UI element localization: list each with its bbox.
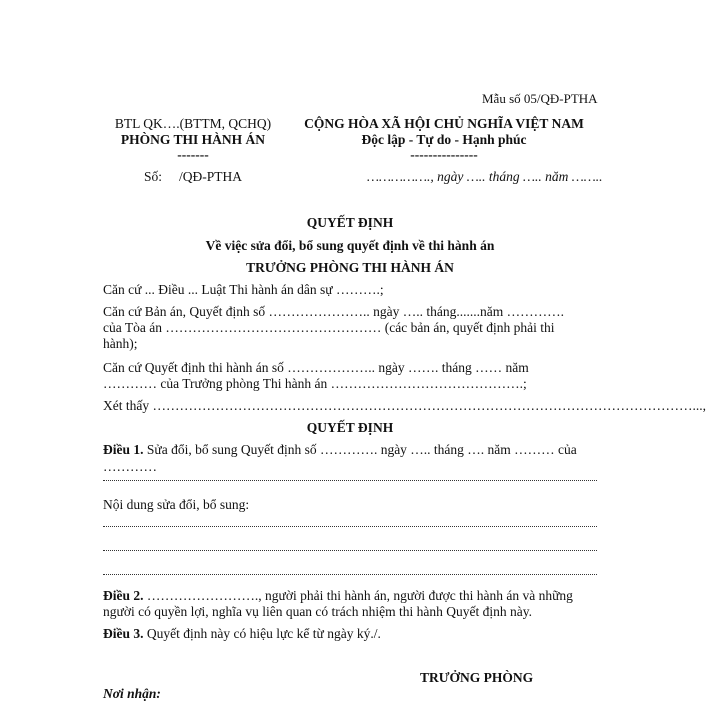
national-title: CỘNG HÒA XÃ HỘI CHỦ NGHĨA VIỆT NAM: [304, 116, 584, 131]
form-code: Mẫu số 05/QĐ-PTHA: [482, 91, 598, 106]
blank-line: [103, 480, 597, 481]
basis-1: Căn cứ ... Điều ... Luật Thi hành án dân sự ……….;: [103, 282, 384, 297]
authority-title: TRƯỞNG PHÒNG THI HÀNH ÁN: [246, 260, 454, 275]
article-2-line-1: [103, 587, 573, 604]
decision-number: /QĐ-PTHA: [179, 169, 242, 184]
issuing-org: BTL QK….(BTTM, QCHQ): [114, 116, 272, 131]
blank-line: [103, 574, 597, 575]
article-1-line-2: …………: [103, 459, 157, 474]
article-3-text: Quyết định này có hiệu lực kể từ ngày ký./.: [146, 626, 381, 641]
document-subject: Về việc sửa đổi, bổ sung quyết định về thi hành án: [205, 238, 495, 253]
article-3-label: Điều 3.: [103, 626, 144, 641]
article-2-line-2: người có quyền lợi, nghĩa vụ liên quan có trách nhiệm thi hành Quyết định này.: [103, 604, 533, 619]
article-1-label: Điều 1.: [103, 442, 144, 457]
document-title: QUYẾT ĐỊNH: [306, 215, 394, 230]
basis-2-line-1: Căn cứ Bản án, Quyết định số ………………….. ngày ….. tháng.......năm ………….: [103, 304, 565, 319]
article-2-label: Điều 2.: [103, 588, 144, 603]
article-1-line-1: [103, 441, 577, 458]
blank-line: [103, 526, 597, 527]
amendment-content-label: Nội dung sửa đổi, bổ sung:: [103, 497, 250, 512]
signer-title: TRƯỞNG PHÒNG: [420, 670, 534, 685]
basis-3-line-1: Căn cứ Quyết định thi hành án số ……………….. ngày ……. tháng …… năm: [103, 360, 529, 375]
right-rule: ---------------: [410, 147, 478, 162]
date-line: ……………., ngày ….. tháng ….. năm ……..: [367, 169, 603, 184]
article-2-text: ……………………., người phải thi hành án, người được thi hành án và những: [146, 588, 573, 603]
basis-2-line-2: của Tòa án ………………………………………… (các bản án, quyết định phải thi: [103, 320, 555, 335]
number-label: Số:: [144, 169, 163, 184]
issuing-dept: PHÒNG THI HÀNH ÁN: [120, 132, 266, 147]
decision-title: QUYẾT ĐỊNH: [306, 420, 394, 435]
considering-line: Xét thấy …………………………………………………………………………………………………………...,: [103, 398, 706, 413]
blank-line: [103, 550, 597, 551]
basis-2-line-3: hành);: [103, 336, 138, 351]
national-motto: Độc lập - Tự do - Hạnh phúc: [361, 132, 527, 147]
article-3-line: [103, 625, 381, 642]
left-rule: -------: [177, 147, 209, 162]
article-1-text: Sửa đổi, bổ sung Quyết định số …………. ngày ….. tháng …. năm ……… của: [146, 442, 577, 457]
recipients-label: Nơi nhận:: [103, 686, 161, 701]
basis-3-line-2: ………… của Trưởng phòng Thi hành án …………………………………….;: [103, 376, 527, 391]
